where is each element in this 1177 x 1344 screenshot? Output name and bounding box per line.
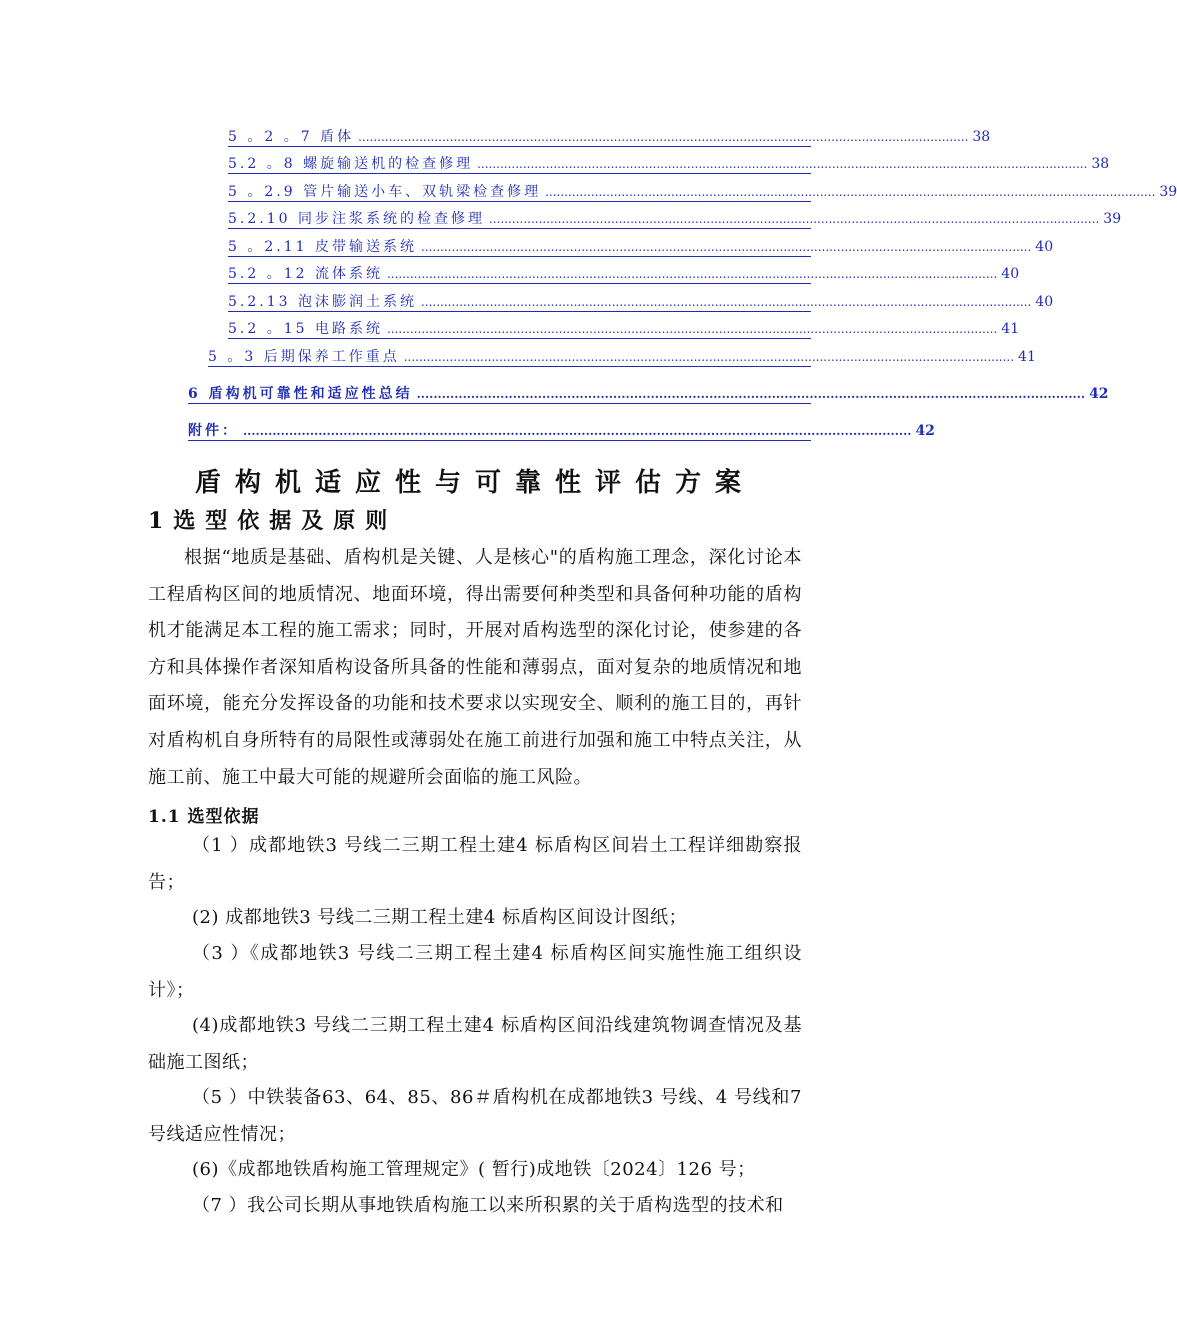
intro-paragraph: 根据“地质是基础、盾构机是关键、人是核心"的盾构施工理念，深化讨论本工程盾构区间的地质情况、地面环境，得出需要何种类型和具备何种功能的盾构机才能满足本工程的施工需求；同时，开展对盾构选型的深化讨论，使参建的各方和具体操作者深知盾构设备所具备的性能和薄弱点，面对复杂的地质情况和地面环境，能充分发挥设备的功能和技术要求以实现安全、顺利的施工目的，再针对盾构机自身所特有的局限性或薄弱处在施工前进行加强和施工中特点关注，从施工前、施工中最大可能的规避所会面临的施工风险。 [148, 547, 802, 788]
toc-entry-5-2-8[interactable] [228, 155, 1110, 174]
toc-entry-title: 5.2.13 泡沫膨润土系统 [228, 294, 417, 310]
toc-entry-title: 附件： [188, 423, 239, 439]
toc-entry-page: 40 [1035, 294, 1054, 310]
toc-leader: ................................................................................................................................................................ [420, 240, 1032, 254]
toc-leader: ................................................................................................................................................................ [358, 130, 969, 144]
toc-leader: ................................................................................................................................................................ [477, 157, 1088, 171]
toc-entry-title: 5 。2.9 管片输送小车、双轨梁检查修理 [228, 184, 542, 200]
toc-entry-page: 41 [1018, 349, 1036, 365]
toc-entry-5-2-10[interactable] [228, 210, 1122, 229]
toc-leader: ................................................................................................................................................................ [403, 350, 1015, 364]
toc-entry-title: 5.2.10 同步注浆系统的检查修理 [228, 211, 485, 227]
toc-entry-page: 42 [915, 423, 935, 439]
toc-leader: ................................................................................................................................................................ [420, 295, 1032, 309]
toc-entry-title: 5 。2 。7 盾体 [228, 129, 355, 145]
toc-leader: ................................................................................................................................................................ [416, 387, 1086, 401]
toc-leader: ................................................................................................................................................................ [386, 267, 998, 281]
toc-entry-title: 5.2 。8 螺旋输送机的检查修理 [228, 156, 474, 172]
basis-item-3: （3 ）《成都地铁3 号线二三期工程土建4 标盾构区间实施性施工组织设计》； [148, 943, 802, 1001]
toc-entry-5-2-11[interactable] [228, 238, 1054, 257]
toc-entry-5-2-15[interactable] [228, 320, 1020, 339]
document-title: 盾构机适应性与可靠性评估方案 [194, 468, 755, 498]
toc-entry-title: 6 盾构机可靠性和适应性总结 [188, 386, 413, 402]
toc-entry-5-2-7[interactable] [228, 128, 991, 147]
basis-item-2: (2) 成都地铁3 号线二三期工程土建4 标盾构区间设计图纸； [192, 907, 688, 928]
toc-entry-title: 5.2 。15 电路系统 [228, 321, 383, 337]
toc-entry-page: 38 [972, 129, 991, 145]
toc-leader: ................................................................................................................................................................ [243, 424, 912, 438]
toc-entry-6[interactable] [188, 385, 1109, 404]
basis-item-1: （1 ）成都地铁3 号线二三期工程土建4 标盾构区间岩土工程详细勘察报告； [148, 835, 802, 893]
toc-entry-page: 40 [1035, 239, 1054, 255]
toc-entry-page: 39 [1159, 184, 1177, 200]
toc-entry-5-2-12[interactable] [228, 265, 1020, 284]
toc-entry-page: 39 [1103, 211, 1122, 227]
toc-entry-title: 5 。2.11 皮带输送系统 [228, 239, 417, 255]
toc-leader: ................................................................................................................................................................ [386, 322, 998, 336]
toc-entry-page: 42 [1089, 386, 1109, 402]
toc-entry-5-3[interactable] [208, 348, 1036, 367]
section-1-heading: 1选型依据及原则 [148, 508, 398, 534]
section-1-1-heading: 1.1 选型依据 [148, 807, 260, 827]
basis-item-5: （5 ）中铁装备63、64、85、86＃盾构机在成都地铁3 号线、4 号线和7号线适应性情况； [148, 1087, 802, 1145]
toc-entry-page: 38 [1091, 156, 1110, 172]
toc-entry-page: 40 [1001, 266, 1020, 282]
basis-item-4: (4)成都地铁3 号线二三期工程土建4 标盾构区间沿线建筑物调查情况及基础施工图纸； [148, 1015, 802, 1073]
basis-item-7: （7 ）我公司长期从事地铁盾构施工以来所积累的关于盾构选型的技术和 [192, 1195, 784, 1216]
toc-entry-appendix[interactable] [188, 422, 935, 441]
toc-entry-title: 5.2 。12 流体系统 [228, 266, 383, 282]
toc-leader: ................................................................................................................................................................ [488, 212, 1100, 226]
toc-entry-5-2-13[interactable] [228, 293, 1054, 312]
basis-item-6: (6)《成都地铁盾构施工管理规定》( 暂行)成地铁〔2024〕126 号； [192, 1159, 756, 1180]
toc-entry-page: 41 [1001, 321, 1020, 337]
toc-leader: ................................................................................................................................................................ [545, 185, 1156, 199]
toc-entry-5-2-9[interactable] [228, 183, 1177, 202]
toc-entry-title: 5 。3 后期保养工作重点 [208, 349, 400, 365]
